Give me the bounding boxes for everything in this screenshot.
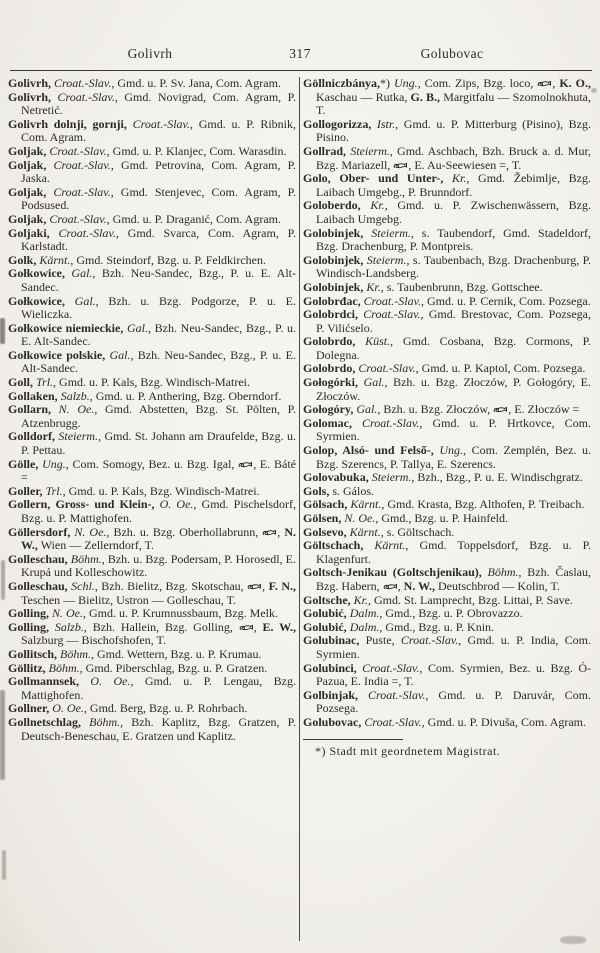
entry-name: Gollitsch,	[8, 646, 58, 661]
entry	[8, 403, 296, 430]
entry-name: Göltschach,	[303, 538, 364, 553]
entry-text: , Bzh. Časlau, Bzg. Habern,	[316, 565, 591, 593]
entry-text: , Gmd., Bzg. u. P. Obrovazzo.	[379, 606, 523, 621]
right-column-entries	[303, 77, 591, 730]
entry-name: Gölsen,	[303, 511, 342, 525]
entry-name: Goll,	[8, 375, 34, 390]
region-abbrev: Böhm.	[67, 551, 102, 566]
entry-text: , Bzh. u. Bzg. Podersam, P. Horosedl, E. Krupá und Kolleschowitz.	[21, 551, 296, 580]
entry-text: Puste,	[359, 633, 401, 648]
entry-text: , Com. Zemplén, Bez. u. Bzg. Szerencs, P. Tallya, E. Szerencs.	[316, 443, 591, 471]
region-abbrev: Croat.-Slav.	[46, 184, 111, 199]
region-abbrev: Böhm.	[81, 714, 121, 729]
region-abbrev: Kr.	[360, 198, 385, 213]
entry-text: , Gmd. u. P. Hrtkovce, Com. Syrmien.	[316, 415, 591, 444]
entry-text: , Gmd., Bzg. u. P. Hainfeld.	[375, 511, 508, 525]
entry-text: , Gmd. Pischelsdorf, Bzg. u. P. Mattighofen.	[21, 497, 296, 525]
posthorn-icon	[537, 77, 552, 91]
region-abbrev: Croat.-Slav.	[360, 293, 421, 308]
region-abbrev: N. Oe.	[341, 511, 376, 525]
region-abbrev: Steierm.	[368, 470, 412, 485]
entry-name: Golsevo,	[303, 524, 347, 539]
entry-text: *)	[380, 77, 395, 90]
entry-name: N. W.,	[21, 524, 296, 553]
posthorn-icon	[247, 580, 262, 594]
region-abbrev: N. Oe.	[70, 524, 107, 539]
entry	[303, 498, 591, 512]
entry	[303, 376, 591, 403]
entry-name: Gollmannsek,	[8, 674, 80, 689]
entry	[303, 172, 591, 199]
entry-name: Golobrđac,	[303, 293, 361, 308]
entry	[303, 145, 591, 172]
entry	[8, 526, 296, 553]
region-abbrev: O. Oe.	[154, 497, 194, 512]
entry	[8, 145, 296, 159]
page-number: 317	[289, 46, 311, 61]
entry	[8, 430, 296, 457]
entry-name: Golobinjek,	[303, 252, 364, 267]
header-left-keyword: Golivrh	[127, 46, 173, 61]
entry-name: Goljak,	[8, 143, 47, 158]
region-abbrev: Croat.-Slav.	[355, 361, 416, 376]
entry-text: , Bzh. Neu-Sandec, Bzg., P. u. E. Alt-Sandec.	[21, 347, 296, 376]
region-abbrev: Croat.-Slav.	[358, 307, 421, 322]
region-abbrev: Croat.-Slav.	[46, 143, 107, 158]
region-abbrev: Croat.-Slav.	[49, 225, 116, 240]
entry-name: Göllniczbánya,	[303, 77, 381, 90]
entry-text: , s. Göltschach.	[380, 524, 455, 539]
entry-name: Gollogorizza,	[303, 116, 372, 131]
region-abbrev: Böhm.	[57, 646, 92, 661]
entry-text: , Bzh. Neu-Sandec, Bzg., P. u. E. Alt-Sandec.	[21, 266, 296, 294]
region-abbrev: Kr.	[363, 279, 381, 294]
entry	[8, 498, 296, 525]
entry	[8, 675, 296, 702]
entry-name: Gołkowice polskie,	[8, 347, 106, 362]
entry-text: , Gmd. St. Johann am Draufelde, Bzg. u. P. Pettau.	[21, 429, 296, 458]
entry	[8, 213, 296, 227]
entry	[8, 91, 296, 118]
entry-name: Golop, Alsó- und Felső-,	[303, 443, 434, 458]
entry-text: , Gmd. u. P. India, Com. Syrmien.	[316, 633, 591, 661]
entry	[8, 485, 296, 499]
region-abbrev: N. Oe.	[49, 606, 84, 621]
region-abbrev: Dalm.	[346, 606, 380, 621]
entry-text: , Bzh. u. Bzg. Złoczów,	[377, 402, 494, 417]
entry-text: , Gmd. u. P. Cernik, Com. Pozsega.	[421, 293, 591, 308]
entry-text: , Gmd. Žebimlje, Bzg. Laibach Umgebg., P. Brunndorf.	[316, 171, 591, 199]
entry-name: Gołogóry,	[303, 402, 354, 417]
region-abbrev: N. Oe.	[51, 402, 95, 417]
region-abbrev: Croat.-Slav.	[358, 687, 426, 702]
entry	[8, 580, 296, 607]
scan-artifact	[0, 690, 5, 780]
entry	[303, 512, 591, 526]
entry-name: Gölle,	[8, 456, 39, 471]
entry-name: Göllitz,	[8, 660, 46, 675]
entry	[303, 295, 591, 309]
entry-text: , Gmd. u. P. Sv. Jana, Com. Agram.	[111, 77, 281, 90]
entry	[303, 308, 591, 335]
entry-name: Golivrh dolnji, gornji,	[8, 116, 127, 131]
entry-text: Margitfalu — Szomolnokhuta, T.	[316, 89, 591, 118]
entry-text: , Gmd. u. P. Klanjec, Com. Warasdin.	[106, 143, 287, 158]
entry-text: , Gmd. u. P. Lengau, Bzg. Mattighofen.	[21, 674, 296, 702]
entry-text: , Gmd. u. P. Kaptol, Com. Pozsega.	[415, 361, 586, 376]
entry-name: Golo, Ober- und Unter-,	[303, 171, 444, 186]
region-abbrev: Steierm.	[363, 225, 411, 240]
entry-text: s. Gálos.	[329, 483, 375, 498]
entry	[8, 227, 296, 254]
entry-name: Goljak,	[8, 157, 47, 172]
entry	[8, 376, 296, 390]
entry-name: Goljaki,	[8, 225, 50, 240]
entry-name: G. B.,	[410, 89, 441, 104]
entry-name: Gołkowice niemieckie,	[8, 320, 124, 335]
entry	[303, 485, 591, 499]
entry-text: , s. Taubenbrunn, Bzg. Gottschee.	[380, 279, 543, 294]
entry-name: Goljak,	[8, 211, 47, 226]
entry-text: , Gmd. u. P. Kals, Bzg. Windisch-Matrei.	[62, 483, 260, 498]
region-abbrev: Kärnt.	[363, 538, 406, 553]
entry-text: , Bzh. Bielitz, Bzg. Skotschau,	[94, 578, 248, 593]
entry	[303, 471, 591, 485]
entry-text: , s. Taubendorf, Gmd. Stadeldorf, Bzg. Drachenburg, P. Montpreis.	[316, 225, 591, 254]
entry-text: , Com. Zips, Bzg. loco,	[417, 77, 538, 90]
entry-name: Gollaken,	[8, 388, 58, 403]
entry-name: Golubinci,	[303, 660, 357, 675]
entry-text: ,	[552, 77, 560, 90]
entry	[303, 335, 591, 362]
entry	[8, 607, 296, 621]
entry-text: , Gmd. Svarca, Com. Agram, P. Karlstadt.	[21, 225, 296, 254]
entry	[303, 662, 591, 689]
entry-text: , Gmd. Cosbana, Bzg. Cormons, P. Dolegna.	[316, 334, 591, 362]
entry-name: Golling,	[8, 619, 50, 634]
entry-text: , Bzh. u. Bzg. Złoczów, P. Gołogóry, E. Złoczów.	[316, 375, 591, 403]
entry-name: Göllersdorf,	[8, 524, 71, 539]
entry	[8, 322, 296, 349]
region-abbrev: Ung.	[394, 77, 418, 90]
entry-name: Golobrdci,	[303, 307, 359, 322]
region-abbrev: Ung.	[433, 443, 464, 458]
entry-name: Gollarn,	[8, 402, 52, 417]
entry-name: Gollern, Gross- und Klein-,	[8, 497, 155, 512]
entry	[8, 159, 296, 186]
region-abbrev: Istr.	[371, 116, 396, 131]
entry	[303, 77, 591, 118]
entry-name: Golk,	[8, 252, 37, 267]
entry-name: Goltsch-Jenikau (Goltschjenikau),	[303, 565, 482, 580]
entry-text: , Gmd. Stenjevec, Com. Agram, P. Podsused.	[21, 184, 296, 213]
entry-text: , Gmd. Toppelsdorf, Bzg. u. P. Klagenfurt.	[316, 538, 591, 566]
entry-text: , Gmd., Bzg. u. P. Knin.	[379, 619, 495, 634]
entry	[8, 186, 296, 213]
entry	[8, 458, 296, 485]
entry-text: Wien — Zellerndorf, T.	[37, 538, 155, 553]
entry	[303, 594, 591, 608]
entry-name: Goljak,	[8, 184, 47, 199]
region-abbrev: O. Oe.	[49, 701, 84, 716]
entry-text: , Bzh. Neu-Sandec, Bzg., P. u. E. Alt-Sandec.	[21, 320, 296, 349]
entry	[303, 634, 591, 661]
posthorn-icon	[239, 621, 254, 635]
entry	[8, 621, 296, 648]
entry	[8, 349, 296, 376]
posthorn-icon	[238, 458, 253, 472]
right-column	[303, 77, 591, 947]
entry-text: , Gmd. u. P. Anthering, Bzg. Oberndorf.	[89, 388, 282, 403]
entry	[8, 295, 296, 322]
entry	[8, 118, 296, 145]
entry	[303, 281, 591, 295]
entry-text: , Bzh. u. Bzg. Oberhollabrunn,	[106, 524, 263, 539]
entry-name: Gols,	[303, 483, 330, 498]
region-abbrev: Kr.	[443, 171, 467, 186]
entry	[8, 267, 296, 294]
entry	[303, 566, 591, 593]
entry-name: N. W.,	[403, 578, 436, 593]
entry-text: , Gmd. u. P. Daruvár, Com. Pozsega.	[316, 687, 591, 716]
region-abbrev: Salzb.	[57, 388, 90, 403]
entry	[303, 227, 591, 254]
column-divider	[299, 77, 300, 941]
entry-name: Gollner,	[8, 701, 50, 716]
entry-text: , Gmd. u. P. Zwischenwässern, Bzg. Laibach Umgebg.	[316, 198, 591, 226]
region-abbrev: Schl.	[67, 578, 95, 593]
region-abbrev: Steierm.	[363, 252, 407, 267]
entry-text: , Gmd. Piberschlag, Bzg. u. P. Gratzen.	[79, 660, 268, 675]
scan-artifact	[1, 560, 5, 600]
entry	[303, 621, 591, 635]
region-abbrev: Böhm.	[481, 565, 519, 580]
entry-name: Goltsche,	[303, 592, 351, 607]
entry-text: Salzburg — Bischofshofen, T.	[21, 633, 166, 648]
region-abbrev: Croat.-Slav.	[361, 714, 422, 729]
entry-name: Golling,	[8, 606, 50, 621]
region-abbrev: Steierm.	[55, 429, 99, 444]
entry-text: , Gmd. u. P. Ribnik, Com. Agram.	[21, 116, 296, 145]
region-abbrev: Croat.-Slav.	[51, 77, 112, 90]
entry	[8, 702, 296, 716]
entry-text: , s. Taubenbach, Bzg. Drachenburg, P. Windisch-Landsberg.	[316, 252, 591, 281]
entry-name: Golbinjak,	[303, 687, 359, 702]
posthorn-icon	[493, 403, 508, 417]
entry	[303, 689, 591, 716]
entry-name: Golobinjek,	[303, 279, 364, 294]
entry-text: ,	[253, 619, 263, 634]
entry-name: Gollnetschlag,	[8, 714, 82, 729]
entry-name: Goller,	[8, 483, 43, 498]
entry-text: , Gmd. St. Lamprecht, Bzg. Littai, P. Save.	[368, 592, 573, 607]
scan-artifact	[0, 318, 5, 344]
region-abbrev: O. Oe.	[79, 674, 131, 689]
entry	[303, 362, 591, 376]
region-abbrev: Gal.	[358, 375, 385, 390]
entry-name: Golubinac,	[303, 633, 360, 648]
region-abbrev: Ung.	[38, 456, 66, 471]
entry-name: Golomac,	[303, 415, 352, 430]
entry-name: Golivrh,	[8, 89, 52, 104]
entry-name: Gołkowice,	[8, 266, 65, 281]
entry	[8, 553, 296, 580]
entry-name: Golivrh,	[8, 77, 52, 90]
entry-text: , Bzh. Kaplitz, Bzg. Gratzen, P. Deutsch-Beneschau, E. Gratzen und Kaplitz.	[21, 714, 296, 743]
region-abbrev: Croat.-Slav.	[46, 211, 107, 226]
entry-text: , Gmd. Krasta, Bzg. Althofen, P. Treibach.	[381, 497, 585, 512]
region-abbrev: Gal.	[65, 293, 96, 308]
region-abbrev: Gal.	[65, 266, 93, 281]
entry-text: , Gmd. u. P. Kals, Bzg. Windisch-Matrei.	[53, 375, 250, 390]
footnote: *) Stadt mit geordnetem Magistrat.	[315, 743, 501, 758]
entry-name: Gollrad,	[303, 143, 347, 158]
entry-text: , Gmd. Novigrad, Com. Agram, P. Netretić.	[21, 89, 296, 118]
entry-name: Gołkowice,	[8, 293, 65, 308]
entry-name: Golubić,	[303, 619, 347, 634]
entry-text: ,	[277, 524, 285, 539]
entry-text: , Gmd. Berg, Bzg. u. P. Rohrbach.	[83, 701, 248, 716]
entry-text: , Gmd. u. P. Mitterburg (Pisino), Bzg. Pisino.	[316, 116, 591, 145]
entry-text: Deutschbrod — Kolin, T.	[435, 578, 560, 593]
entry-name: K. O.,	[559, 77, 591, 90]
running-header	[0, 46, 600, 64]
region-abbrev: Küst.	[355, 334, 391, 349]
entry	[8, 648, 296, 662]
left-column	[8, 77, 296, 947]
region-abbrev: Dalm.	[346, 619, 380, 634]
entry-text: , E. Złoczów =	[508, 402, 580, 417]
entry-name: Golubovac,	[303, 714, 362, 729]
region-abbrev: Croat.-Slav.	[126, 116, 190, 131]
region-abbrev: Trl.	[33, 375, 54, 390]
entry-name: Golubić,	[303, 606, 347, 621]
posthorn-icon	[262, 526, 277, 540]
entry-name: Golovabuka,	[303, 470, 369, 485]
entry-text: ,	[397, 578, 404, 593]
region-abbrev: Kärnt.	[347, 497, 382, 512]
entry	[8, 662, 296, 676]
region-abbrev: Croat.-Slav.	[46, 157, 111, 172]
region-abbrev: Steierm.	[346, 143, 390, 158]
entry-name: Golobrdo,	[303, 361, 356, 376]
entry-text: Kaschau — Rutka,	[316, 89, 411, 104]
entry	[303, 199, 591, 226]
entry	[303, 526, 591, 540]
entry-text: , Gmd. Steindorf, Bzg. u. P. Feldkirchen.	[70, 252, 267, 267]
entry	[303, 417, 591, 444]
region-abbrev: Croat.-Slav.	[356, 660, 420, 675]
entry-text: , Gmd. Wettern, Bzg. u. P. Krumau.	[91, 646, 262, 661]
entry-name: Golleschau,	[8, 578, 68, 593]
entry	[8, 77, 296, 91]
region-abbrev: Croat.-Slav.	[51, 89, 115, 104]
entry	[8, 390, 296, 404]
region-abbrev: Kärnt.	[346, 524, 381, 539]
entry-text: , Bzh., Bzg., P. u. E. Windischgratz.	[411, 470, 583, 485]
region-abbrev: Kärnt.	[36, 252, 71, 267]
text-columns	[8, 77, 596, 947]
entry-text: , Gmd. u. P. Draganić, Com. Agram.	[106, 211, 281, 226]
region-abbrev: Gal.	[123, 320, 148, 335]
entry-name: E. W.,	[262, 619, 296, 634]
region-abbrev: Böhm.	[45, 660, 80, 675]
region-abbrev: Croat.-Slav.	[400, 633, 459, 648]
entry-text: , Gmd. u. P. Divuša, Com. Agram.	[421, 714, 587, 729]
entry-text: ,	[262, 578, 269, 593]
region-abbrev: Trl.	[42, 483, 63, 498]
scan-artifact	[2, 850, 6, 880]
entry	[303, 716, 591, 730]
entry-text: , Bzh. u. Bzg. Podgorze, P. u. E. Wieliczka.	[21, 293, 296, 322]
entry-text: , Gmd. Petrovina, Com. Agram, P. Jaska.	[21, 157, 296, 186]
region-abbrev: Gal.	[353, 402, 378, 417]
entry-text: , Gmd. Brestovac, Com. Pozsega, P. Vilićselo.	[316, 307, 591, 335]
entry-text: Teschen — Bielitz, Ustron — Golleschau, T.	[21, 592, 237, 607]
entry-text: , Bzh. Hallein, Bzg. Golling,	[83, 619, 239, 634]
entry-text: , E. Au-Seewiesen =, T.	[408, 157, 522, 172]
entry	[303, 254, 591, 281]
entry-name: Gołogórki,	[303, 375, 359, 390]
entry-name: Golobinjek,	[303, 225, 364, 240]
entry-text: , Com. Syrmien, Bez. u. Bzg. Ó-Pazua, E. India =, T.	[316, 660, 591, 689]
entry	[303, 118, 591, 145]
entry-name: Goloberdo,	[303, 198, 361, 213]
entry-text: , Gmd. u. P. Krumnussbaum, Bzg. Melk.	[83, 606, 279, 621]
entry	[303, 539, 591, 566]
entry-name: Gölsach,	[303, 497, 348, 512]
entry-text: , E. Báté =	[21, 456, 296, 485]
entry-text: , Gmd. Aschbach, Bzh. Bruck a. d. Mur, Bzg. Mariazell,	[316, 143, 591, 172]
header-rule	[10, 70, 592, 71]
region-abbrev: Gal.	[105, 347, 131, 362]
region-abbrev: Kr.	[350, 592, 369, 607]
entry	[303, 607, 591, 621]
footnote-rule	[303, 739, 403, 740]
entry-name: F. N.,	[268, 578, 296, 593]
region-abbrev: Croat.-Slav.	[352, 415, 420, 430]
left-column-entries	[8, 77, 296, 743]
entry-name: Golleschau,	[8, 551, 68, 566]
entry-text: , Gmd. Abstetten, Bzg. St. Pölten, P. Atzenbrugg.	[21, 402, 296, 430]
region-abbrev: Salzb.	[49, 619, 84, 634]
entry-name: Golldorf,	[8, 429, 55, 444]
posthorn-icon	[383, 580, 398, 594]
entry-name: Golobrdo,	[303, 334, 356, 349]
entry	[303, 403, 591, 417]
header-right-keyword: Golubovac	[420, 46, 484, 61]
entry-text: , Com. Somogy, Bez. u. Bzg. Igal,	[65, 456, 239, 471]
entry	[8, 716, 296, 743]
posthorn-icon	[393, 159, 408, 173]
entry	[303, 444, 591, 471]
entry	[8, 254, 296, 268]
